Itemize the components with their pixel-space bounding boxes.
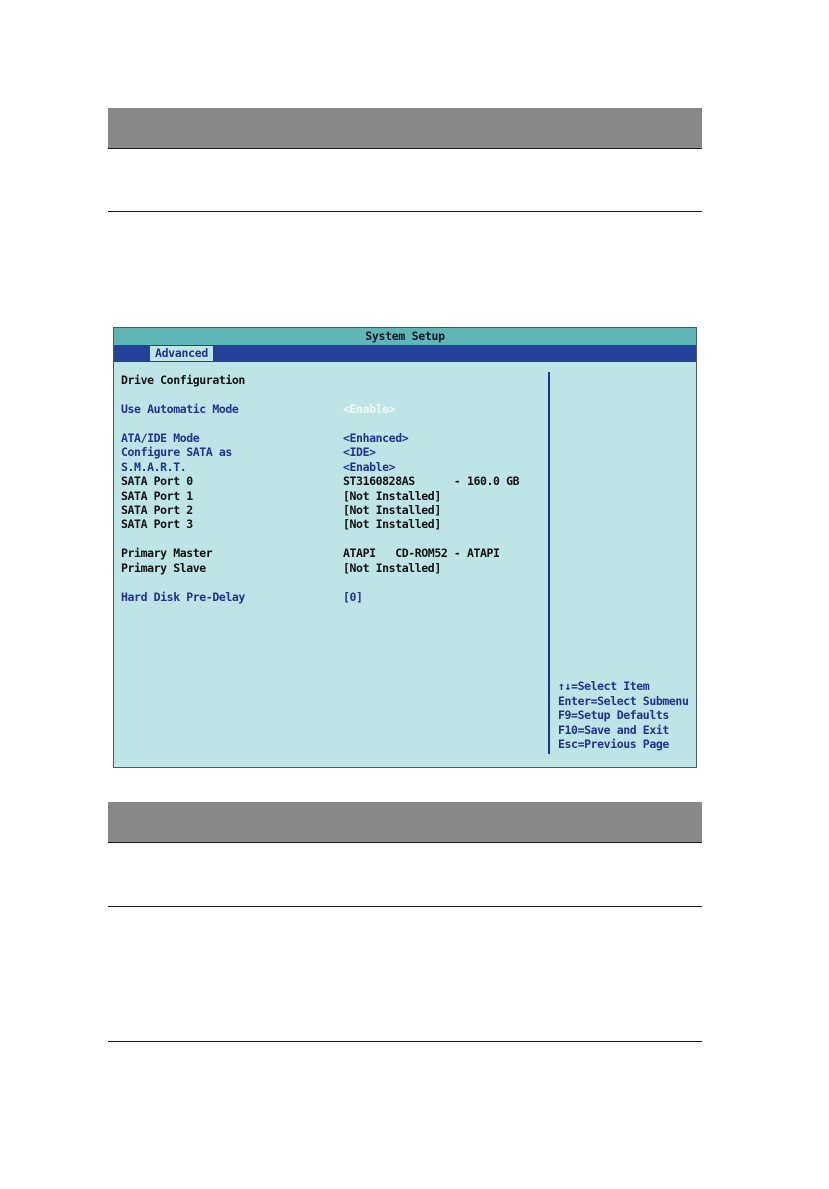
info-label-primary-master: Primary Master xyxy=(121,546,213,560)
setting-label-configure-sata[interactable]: Configure SATA as xyxy=(121,445,232,459)
info-label-sata-port-3: SATA Port 3 xyxy=(121,517,193,531)
help-setup-defaults: F9=Setup Defaults xyxy=(558,708,669,722)
table-header-top xyxy=(108,108,702,148)
setting-value-ata-ide-mode[interactable]: <Enhanced> xyxy=(343,431,409,445)
info-label-sata-port-1: SATA Port 1 xyxy=(121,489,193,503)
table-rule xyxy=(108,1041,702,1042)
setting-value-configure-sata[interactable]: <IDE> xyxy=(343,445,376,459)
info-label-primary-slave: Primary Slave xyxy=(121,561,206,575)
table-rule xyxy=(108,211,702,212)
help-panel-divider xyxy=(548,372,550,754)
setting-label-smart[interactable]: S.M.A.R.T. xyxy=(121,460,187,474)
info-value-sata-port-0: ST3160828AS - 160.0 GB xyxy=(343,474,520,488)
table-rule xyxy=(108,148,702,149)
tab-advanced[interactable]: Advanced xyxy=(150,346,213,361)
setting-value-smart[interactable]: <Enable> xyxy=(343,460,396,474)
table-rule xyxy=(108,842,702,843)
table-rule xyxy=(108,906,702,907)
info-value-sata-port-2: [Not Installed] xyxy=(343,503,441,517)
info-value-sata-port-1: [Not Installed] xyxy=(343,489,441,503)
help-select-submenu: Enter=Select Submenu xyxy=(558,693,689,708)
help-previous-page: Esc=Previous Page xyxy=(558,737,669,751)
setting-label-ata-ide-mode[interactable]: ATA/IDE Mode xyxy=(121,431,200,445)
help-panel xyxy=(558,679,688,752)
info-label-sata-port-2: SATA Port 2 xyxy=(121,503,193,517)
help-save-exit: F10=Save and Exit xyxy=(558,722,669,737)
setting-value-use-automatic-mode[interactable]: <Enable> xyxy=(343,402,396,416)
help-select-item: ↑↓=Select Item xyxy=(558,679,650,693)
setting-value-hard-disk-pre-delay[interactable]: [0] xyxy=(343,590,363,604)
info-label-sata-port-0: SATA Port 0 xyxy=(121,474,193,488)
bios-menu-bar xyxy=(114,345,696,362)
info-value-sata-port-3: [Not Installed] xyxy=(343,517,441,531)
bios-screen xyxy=(113,327,697,768)
table-header-bottom xyxy=(108,802,702,842)
info-value-primary-master: ATAPI CD-ROM52 - ATAPI xyxy=(343,546,500,560)
section-title: Drive Configuration xyxy=(121,373,245,387)
setting-label-hard-disk-pre-delay[interactable]: Hard Disk Pre-Delay xyxy=(121,590,245,604)
bios-title-bar: System Setup xyxy=(114,328,696,345)
setting-label-use-automatic-mode[interactable]: Use Automatic Mode xyxy=(121,402,239,416)
info-value-primary-slave: [Not Installed] xyxy=(343,561,441,575)
